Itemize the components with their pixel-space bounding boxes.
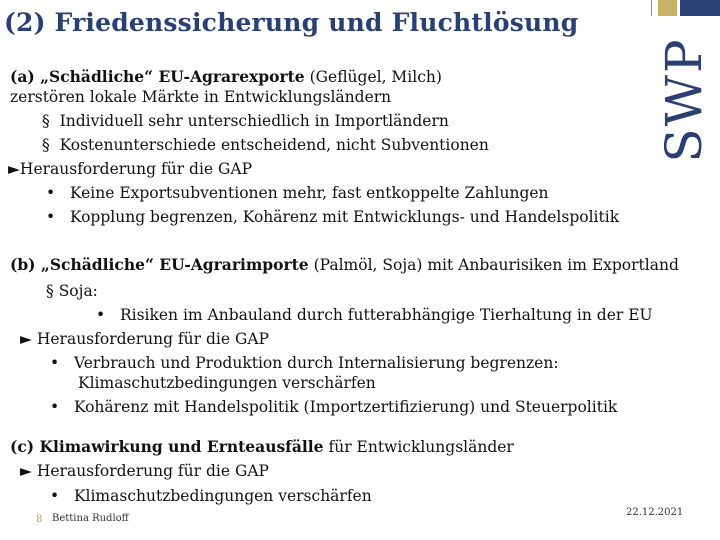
- arrow-right-icon: ►: [20, 462, 32, 480]
- logo-bar-outline: [651, 0, 655, 16]
- section-a-challenge: ►Herausforderung für die GAP: [8, 160, 253, 178]
- section-c-label: (c) Klimawirkung und Ernteausfälle: [10, 437, 324, 456]
- section-a-point1: • Keine Exportsubventionen mehr, fast entkoppelte Zahlungen: [46, 184, 549, 202]
- page-number: 8: [36, 514, 43, 525]
- section-bullet-icon: §: [46, 282, 54, 300]
- footer-date: 22.12.2021: [626, 507, 684, 518]
- section-a-point2: • Kopplung begrenzen, Kohärenz mit Entwicklungs- und Handelspolitik: [46, 208, 620, 226]
- section-a-label-rest: (Geflügel, Milch): [304, 68, 442, 86]
- section-c-label-rest: für Entwicklungsländer: [323, 438, 514, 456]
- bullet-icon: •: [46, 208, 56, 226]
- section-b-heading: [10, 256, 679, 274]
- arrow-right-icon: ►: [20, 330, 32, 348]
- section-c-challenge: ► Herausforderung für die GAP: [20, 462, 269, 480]
- section-b-challenge: ► Herausforderung für die GAP: [20, 330, 269, 348]
- section-a-sub2: § Kostenunterschiede entscheidend, nicht Subventionen: [42, 136, 489, 154]
- footer-author: Bettina Rudloff: [52, 513, 129, 524]
- section-b-label-rest: (Palmöl, Soja) mit Anbaurisiken im Exportland: [308, 256, 679, 274]
- section-b-point2: • Kohärenz mit Handelspolitik (Importzertifizierung) und Steuerpolitik: [50, 398, 618, 416]
- section-c-heading: [10, 438, 514, 456]
- section-b-point1: • Verbrauch und Produktion durch Internalisierung begrenzen:: [50, 354, 559, 372]
- bullet-icon: •: [46, 184, 56, 202]
- section-b-label: (b) „Schädliche“ EU-Agrarimporte: [10, 255, 309, 274]
- logo-bar-navy: [680, 0, 720, 16]
- section-b-sub1: § Soja:: [46, 282, 98, 300]
- page-title: (2) Friedenssicherung und Fluchtlösung: [4, 8, 579, 37]
- logo-bar-gold: [658, 0, 677, 16]
- bullet-icon: •: [96, 306, 106, 324]
- swp-logo-text: SWP: [655, 37, 713, 163]
- section-a-heading: [10, 68, 442, 86]
- section-bullet-icon: §: [42, 136, 50, 154]
- section-a-sub1: § Individuell sehr unterschiedlich in Importländern: [42, 112, 449, 130]
- swp-logo-bars: [651, 0, 720, 22]
- bullet-icon: •: [50, 487, 60, 505]
- section-b-point1-line2: Klimaschutzbedingungen verschärfen: [78, 374, 376, 392]
- section-b-sub1a: • Risiken im Anbauland durch futterabhängige Tierhaltung in der EU: [96, 306, 653, 324]
- section-bullet-icon: §: [42, 112, 50, 130]
- section-c-point1: • Klimaschutzbedingungen verschärfen: [50, 487, 372, 505]
- section-a-line2: zerstören lokale Märkte in Entwicklungsländern: [10, 88, 392, 106]
- section-a-label: (a) „Schädliche“ EU-Agrarexporte: [10, 67, 305, 86]
- arrow-right-icon: ►: [8, 160, 20, 178]
- bullet-icon: •: [50, 354, 60, 372]
- bullet-icon: •: [50, 398, 60, 416]
